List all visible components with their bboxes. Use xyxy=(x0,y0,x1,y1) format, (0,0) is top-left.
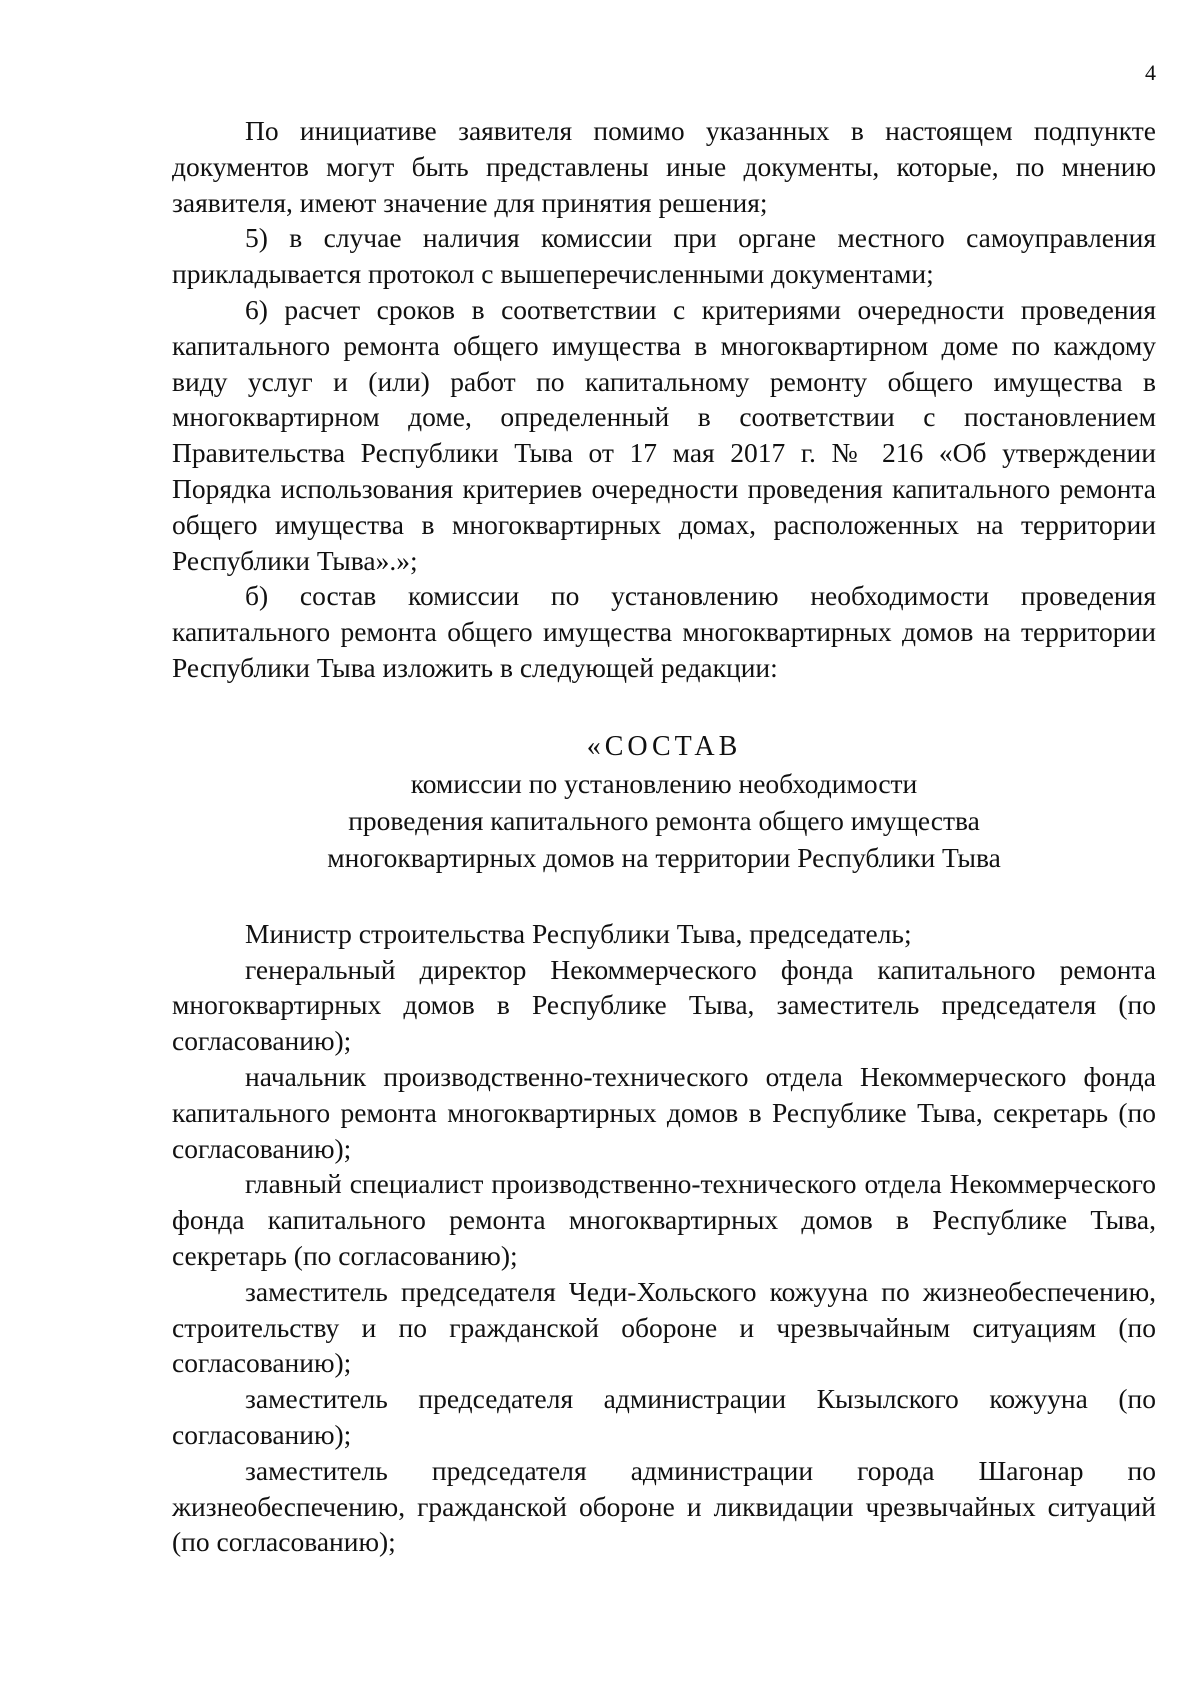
document-body xyxy=(172,113,1156,1560)
composition-title xyxy=(172,728,1156,876)
title-heading: «СОСТАВ xyxy=(586,730,742,762)
title-line: проведения капитального ремонта общего имущества xyxy=(348,804,980,836)
member-entry: Министр строительства Республики Тыва, председатель; xyxy=(245,917,912,949)
member-entry: заместитель председателя администрации города Шагонар по жизнеобеспечению, гражданской обороне и ликвидации чрезвычайных ситуаций (по согласованию); xyxy=(172,1454,1156,1558)
paragraph: 5) в случае наличия комиссии при органе местного самоуправления прикладывается протокол с вышеперечисленными документами; xyxy=(172,222,1156,290)
title-line: комиссии по установлению необходимости xyxy=(410,767,918,799)
page-number: 4 xyxy=(1145,60,1156,85)
member-entry: главный специалист производственно-технического отдела Некоммерческого фонда капитального ремонта многоквартирных домов в Республике Тыва, секретарь (по согласованию); xyxy=(172,1168,1156,1271)
paragraph: б) состав комиссии по установлению необходимости проведения капитального ремонта общего имущества многоквартирных домов на территории Республики Тыва изложить в следующей редакции: xyxy=(172,580,1156,683)
member-entry: начальник производственно-технического отдела Некоммерческого фонда капитального ремонта многоквартирных домов в Республике Тыва, секретарь (по согласованию); xyxy=(172,1060,1156,1164)
member-entry: заместитель председателя администрации Кызылского кожууна (по согласованию); xyxy=(172,1383,1156,1450)
member-entry: генеральный директор Некоммерческого фонда капитального ремонта многоквартирных домов в Республике Тыва, заместитель председателя (по согласованию); xyxy=(172,953,1156,1057)
paragraph: 6) расчет сроков в соответствии с критериями очередности проведения капитального ремонта общего имущества в многоквартирном доме по каждому виду услуг и (или) работ по капитальному ремонту общего имущества в многоквартирном доме, определенный в соответствии с постановлением Правительства Республики Тыва от 17 мая 2017 г. № 216 «Об утверждении Порядка использования критериев очередности проведения капитального ремонта общего имущества в многоквартирных домах, расположенных на территории Республики Тыва».»; xyxy=(172,293,1156,576)
member-entry: заместитель председателя Чеди-Хольского кожууна по жизнеобеспечению, строительству и по гражданской обороне и чрезвычайным ситуациям (по согласованию); xyxy=(172,1275,1156,1379)
title-line: многоквартирных домов на территории Республики Тыва xyxy=(327,841,1001,873)
paragraph: По инициативе заявителя помимо указанных в настоящем подпункте документов могут быть представлены иные документы, которые, по мнению заявителя, имеют значение для принятия решения; xyxy=(172,115,1156,218)
